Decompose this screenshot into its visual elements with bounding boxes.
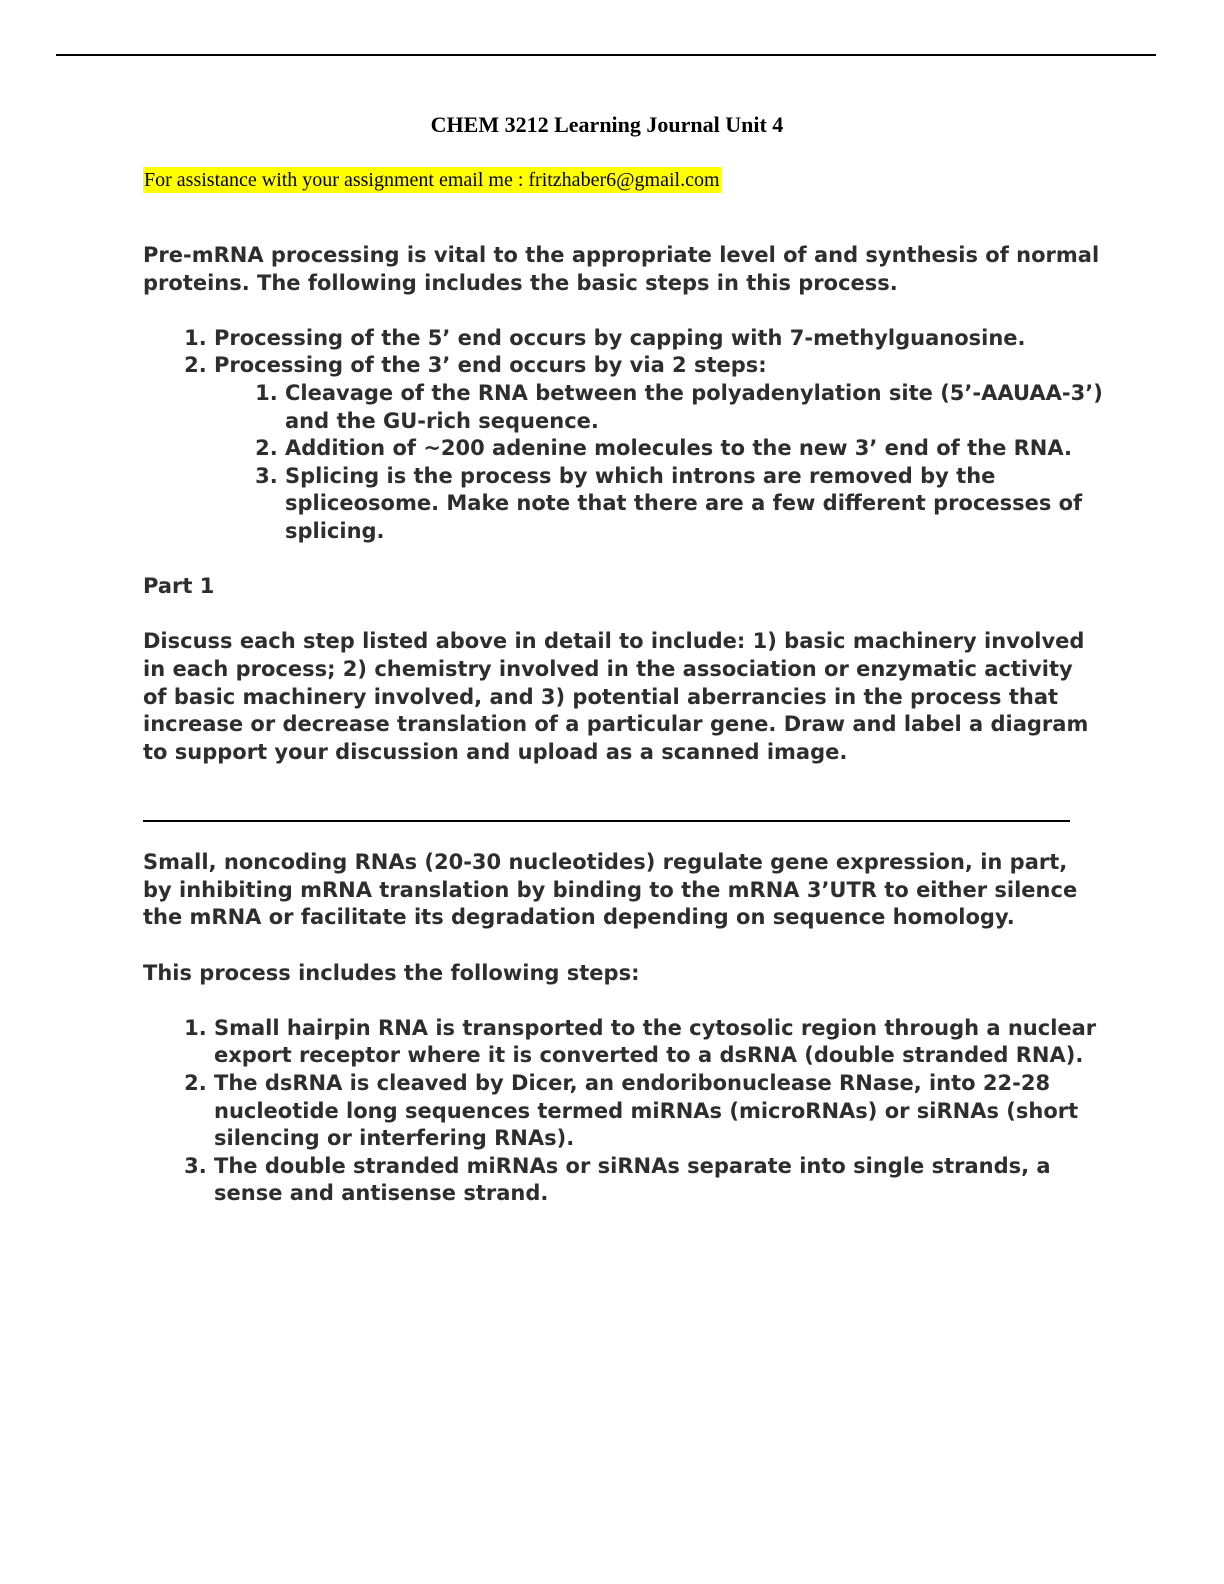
list-item	[214, 1070, 1103, 1153]
list-item	[214, 352, 1103, 545]
section2-lead: This process includes the following steps:	[143, 960, 640, 985]
substep-text: Addition of ~200 adenine molecules to the new 3’ end of the RNA.	[285, 436, 1072, 461]
list-item	[285, 380, 1103, 435]
section2-intro: Small, noncoding RNAs (20-30 nucleotides) regulate gene expression, in part, by inhibiting mRNA translation by binding to the mRNA 3’UTR to either silence the mRNA or facilitate its degradation depending on sequence homology.	[143, 850, 1078, 930]
list-item	[285, 463, 1103, 546]
step-text: The dsRNA is cleaved by Dicer, an endoribonuclease RNase, into 22-28 nucleotide long sequences termed miRNAs (microRNAs) or siRNAs (short silencing or interfering RNAs).	[214, 1071, 1079, 1151]
list-item	[214, 325, 1103, 353]
three-prime-substeps-list	[214, 380, 1103, 546]
document-title: CHEM 3212 Learning Journal Unit 4	[430, 112, 784, 137]
substep-text: Splicing is the process by which introns are removed by the spliceosome. Make note that there are a few different processes of splicing.	[285, 463, 1083, 543]
step-text: The double stranded miRNAs or siRNAs separate into single strands, a sense and antisense strand.	[214, 1153, 1051, 1206]
step-text: Small hairpin RNA is transported to the cytosolic region through a nuclear export receptor where it is converted to a dsRNA (double stranded RNA).	[214, 1015, 1097, 1068]
step-text: Processing of the 3’ end occurs by via 2 steps:	[214, 353, 767, 378]
header-rule	[56, 54, 1156, 56]
section1-intro: Pre-mRNA processing is vital to the appropriate level of and synthesis of normal proteins. The following includes the basic steps in this process.	[143, 243, 1100, 295]
part-heading: Part 1	[143, 574, 215, 599]
list-item	[214, 1153, 1103, 1208]
premrna-steps-list	[143, 325, 1103, 546]
substep-text: Cleavage of the RNA between the polyadenylation site (5’-AAUAA-3’) and the GU-rich sequence.	[285, 380, 1103, 433]
step-text: Processing of the 5’ end occurs by capping with 7-methylguanosine.	[214, 325, 1026, 350]
list-item	[214, 1015, 1103, 1070]
small-rna-steps-list	[143, 1015, 1103, 1208]
part-instructions: Discuss each step listed above in detail to include: 1) basic machinery involved in each process; 2) chemistry involved in the association or enzymatic activity of basic machinery involved, and 3) potential aberrancies in the process that increase or decrease translation of a particular gene. Draw and label a diagram to support your discussion and upload as a scanned image.	[143, 629, 1089, 764]
assistance-note: For assistance with your assignment email me : fritzhaber6@gmail.com	[144, 169, 720, 191]
list-item	[285, 435, 1103, 463]
document-body	[143, 242, 1103, 1208]
